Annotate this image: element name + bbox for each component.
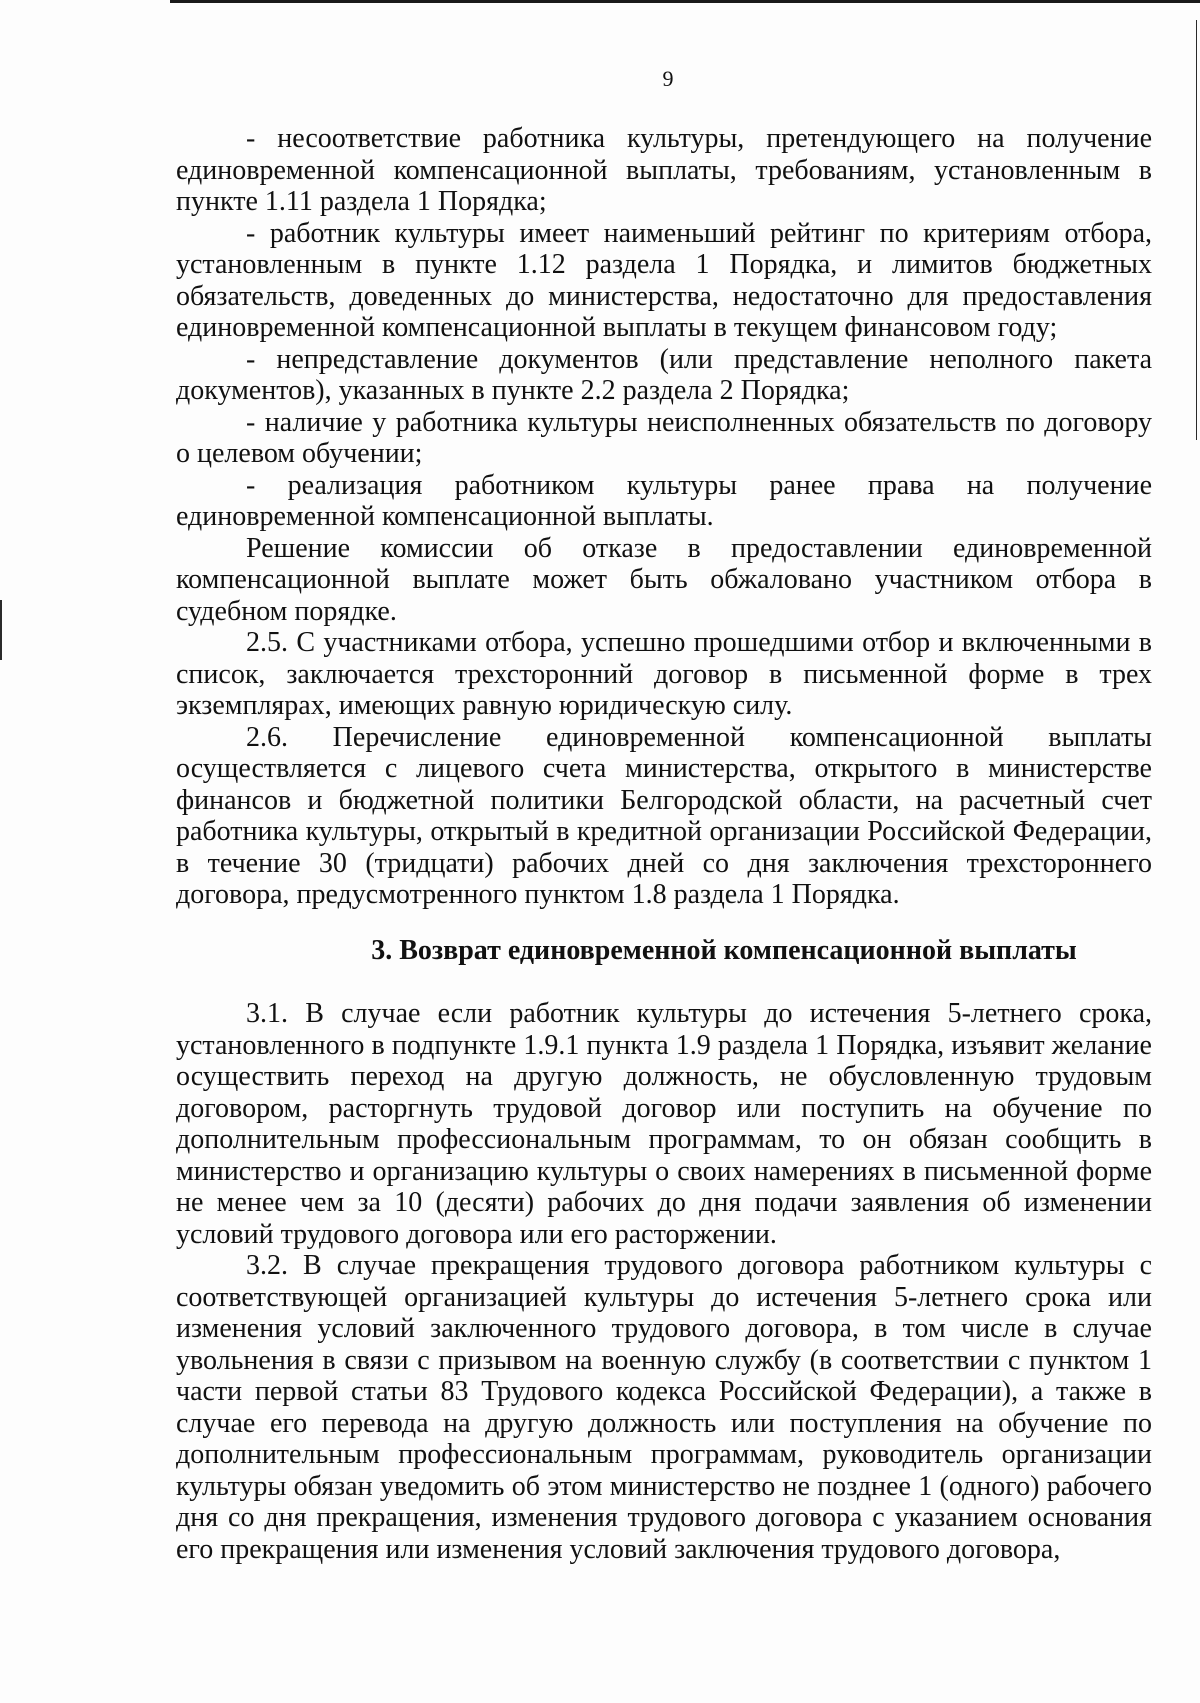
paragraph: - наличие у работника культуры неисполненных обязательств по договору о целевом обучении; bbox=[176, 406, 1152, 469]
paragraph: 2.5. С участниками отбора, успешно прошедшими отбор и включенными в список, заключается трехсторонний договор в письменной форме в трех экземплярах, имеющих равную юридическую силу. bbox=[176, 627, 1152, 721]
paragraph: 3.1. В случае если работник культуры до истечения 5-летнего срока, установленного в подпункте 1.9.1 пункта 1.9 раздела 1 Порядка, изъявит желание осуществить переход на другую должность, не обусловленную трудовым договором, расторгнуть трудовой договор или поступить на обучение по дополнительным профессиональным программам, то он обязан сообщить в министерство и организацию культуры о своих намерениях в письменной форме не менее чем за 10 (десяти) рабочих до дня подачи заявления об изменении условий трудового договора или его расторжении. bbox=[176, 998, 1152, 1250]
top-border-line bbox=[170, 0, 1200, 3]
paragraph: 3.2. В случае прекращения трудового договора работником культуры с соответствующей организацией культуры до истечения 5-летнего срока или изменения условий заключенного трудового договора, в том числе в случае увольнения в связи с призывом на военную службу (в соответствии с пунктом 1 части первой статьи 83 Трудового кодекса Российской Федерации), а также в случае его перевода на другую должность или поступления на обучение по дополнительным профессиональным программам, руководитель организации культуры обязан уведомить об этом министерство не позднее 1 (одного) рабочего дня со дня прекращения, изменения трудового договора с указанием основания его прекращения или изменения условий заключения трудового договора, bbox=[176, 1250, 1152, 1565]
paragraph: Решение комиссии об отказе в предоставлении единовременной компенсационной выплате может быть обжаловано участником отбора в судебном порядке. bbox=[176, 532, 1152, 627]
paragraph: 2.6. Перечисление единовременной компенсационной выплаты осуществляется с лицевого счета министерства, открытого в министерстве финансов и бюджетной политики Белгородской области, на расчетный счет работника культуры, открытый в кредитной организации Российской Федерации, в течение 30 (тридцати) рабочих дней со дня заключения трехстороннего договора, предусмотренного пунктом 1.8 раздела 1 Порядка. bbox=[176, 721, 1152, 910]
paragraph: - реализация работником культуры ранее права на получение единовременной компенсационной выплаты. bbox=[176, 469, 1152, 532]
paragraph: - несоответствие работника культуры, претендующего на получение единовременной компенсационной выплаты, требованиям, установленным в пункте 1.11 раздела 1 Порядка; bbox=[176, 123, 1152, 217]
document-body bbox=[176, 123, 1152, 1565]
page-number: 9 bbox=[662, 66, 674, 91]
left-margin-mark bbox=[0, 600, 2, 660]
paragraph: - работник культуры имеет наименьший рейтинг по критериям отбора, установленным в пункте 1.12 раздела 1 Порядка, и лимитов бюджетных обязательств, доведенных до министерства, недостаточно для предоставления единовременной компенсационной выплаты в текущем финансовом году; bbox=[176, 217, 1152, 343]
section-heading: 3. Возврат единовременной компенсационной выплаты bbox=[371, 934, 1077, 966]
paragraph: - непредставление документов (или представление неполного пакета документов), указанных в пункте 2.2 раздела 2 Порядка; bbox=[176, 343, 1152, 406]
